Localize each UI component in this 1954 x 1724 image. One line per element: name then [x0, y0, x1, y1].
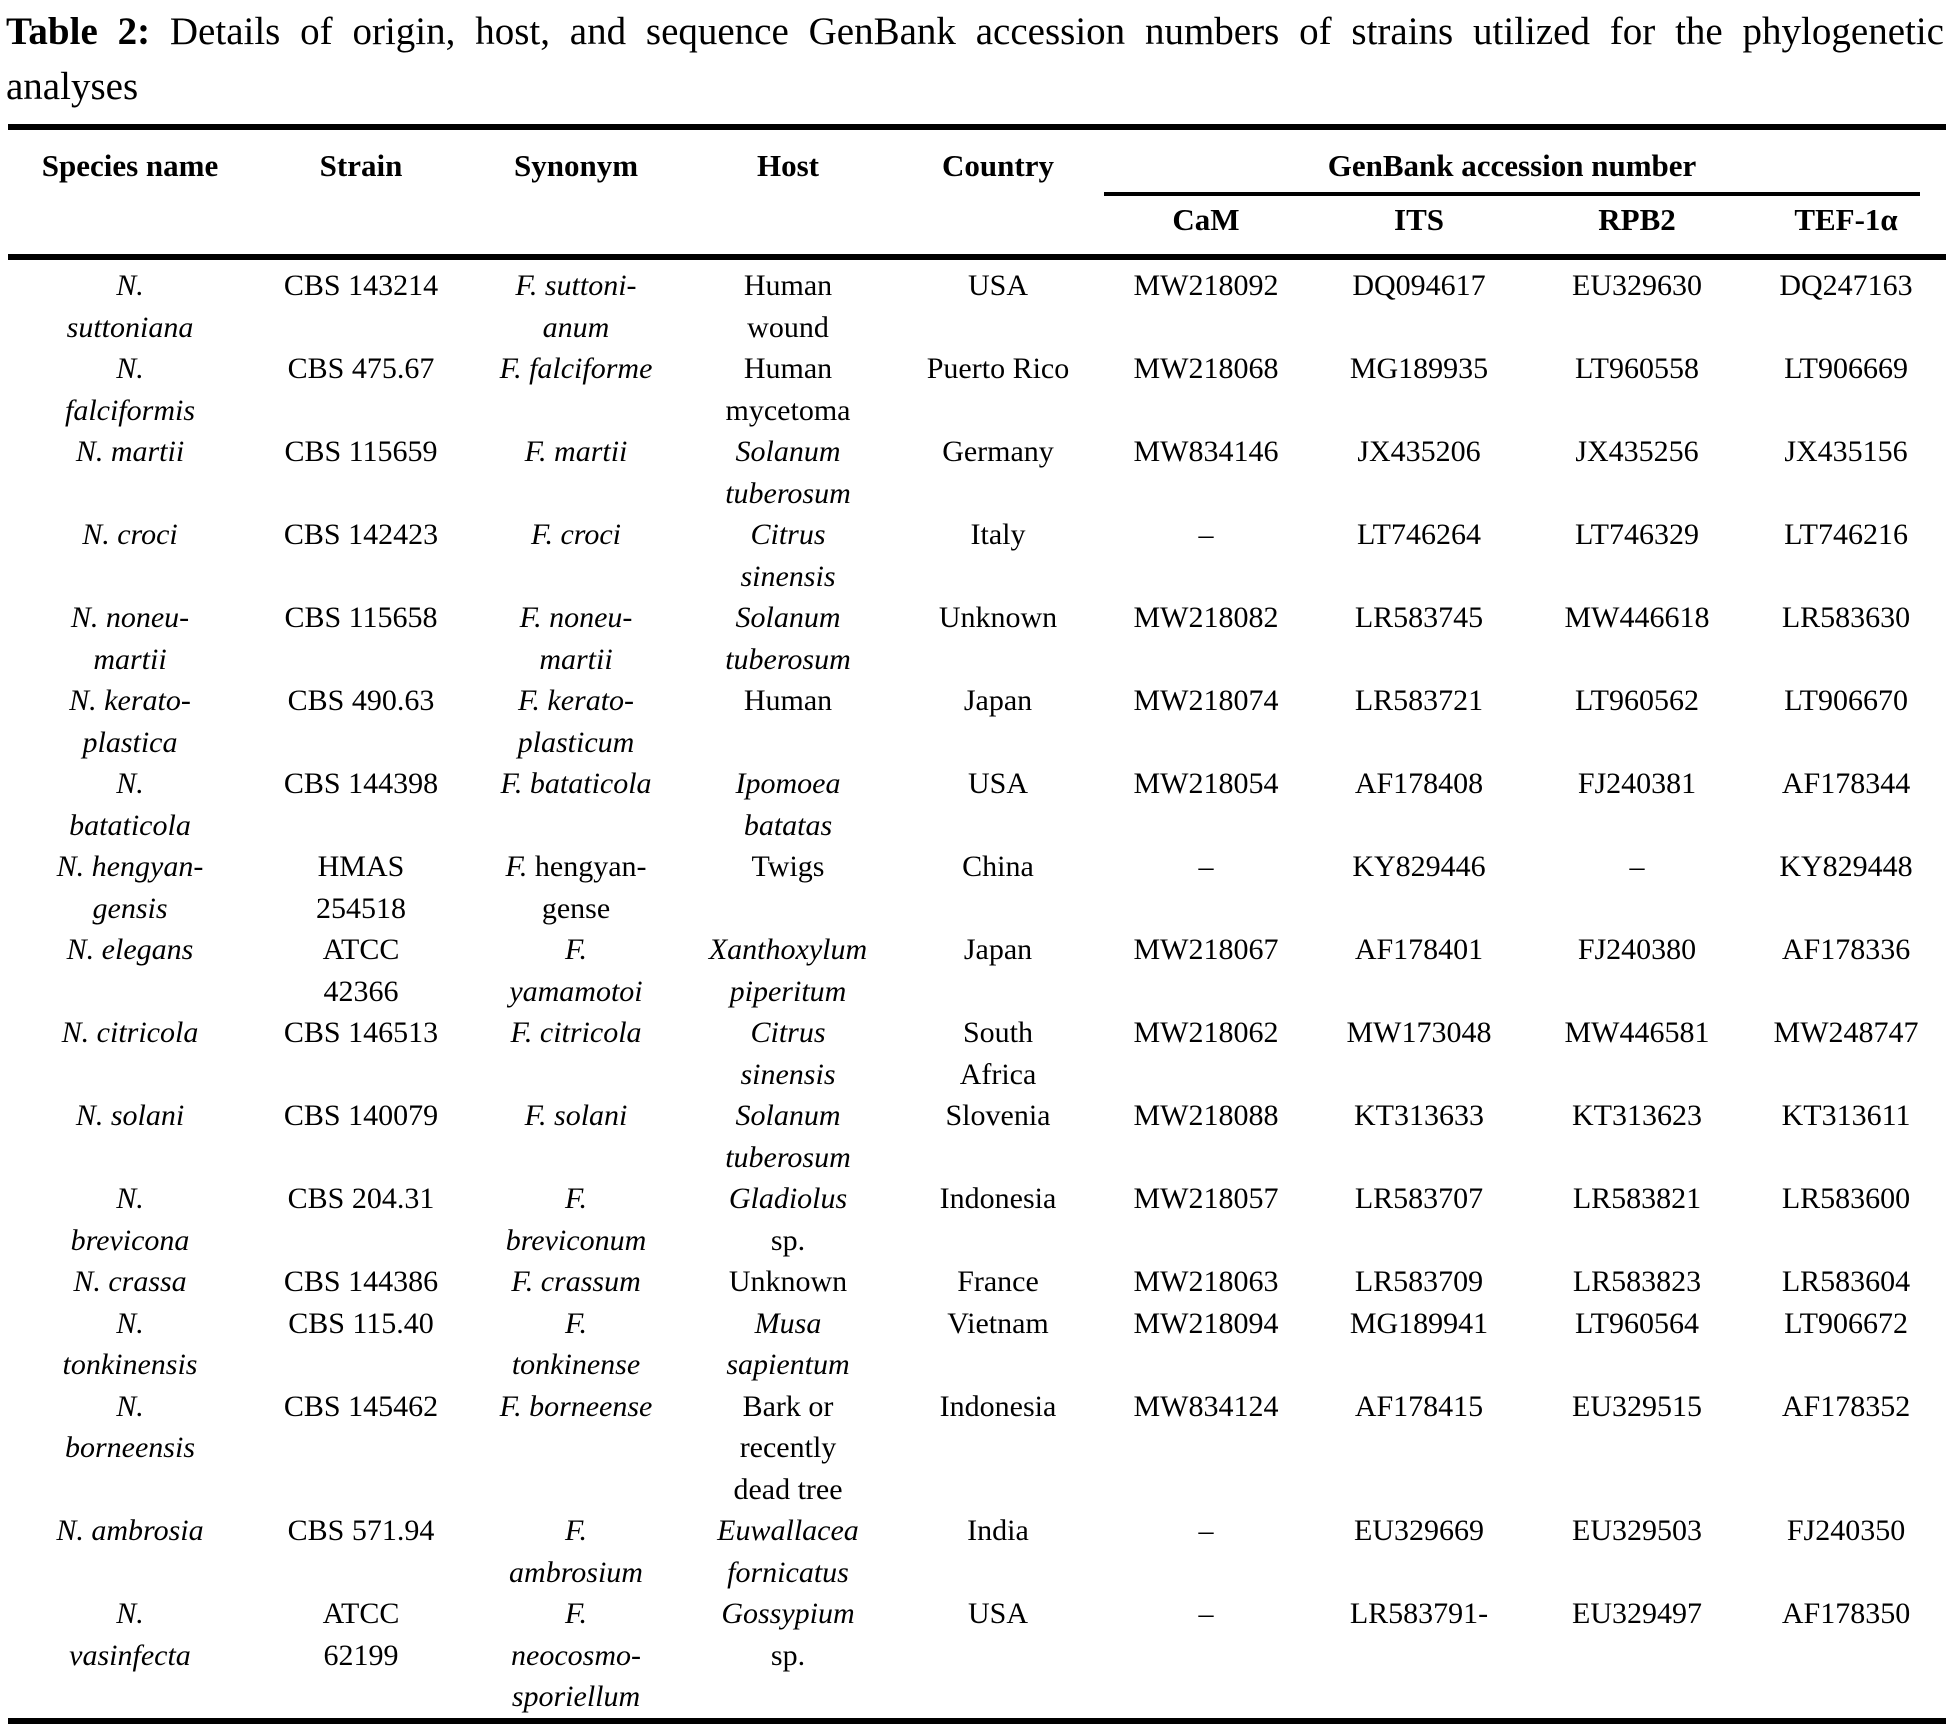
cell-rpb2: EU329503	[1572, 1514, 1702, 1547]
cell-its: KY829446	[1352, 850, 1486, 883]
cell-rpb2: LT746329	[1575, 518, 1699, 551]
cell-cam: MW218067	[1133, 933, 1279, 966]
cell-tef: LR583600	[1781, 1182, 1911, 1215]
cell-synonym: F. breviconum	[505, 1182, 647, 1257]
cell-tef: AF178336	[1781, 933, 1911, 966]
cell-host: Citrus sinensis	[740, 518, 836, 593]
cell-cam: –	[1198, 518, 1214, 551]
cell-cam: –	[1198, 1514, 1214, 1547]
cell-species: N. citricola	[61, 1016, 199, 1049]
table-row	[8, 763, 1946, 846]
cell-its: JX435206	[1357, 435, 1481, 468]
cell-host: Citrus sinensis	[740, 1016, 836, 1091]
cell-synonym: F. hengyan- gense	[505, 850, 647, 925]
table-row	[8, 1012, 1946, 1095]
cell-species: N. vasinfecta	[69, 1597, 191, 1672]
cell-strain: CBS 571.94	[287, 1514, 435, 1547]
cell-rpb2: LT960562	[1575, 684, 1699, 717]
cell-cam: MW834124	[1133, 1389, 1279, 1423]
cell-synonym: F. falciforme	[499, 352, 653, 385]
cell-strain: CBS 146513	[283, 1016, 439, 1049]
cell-species: N. noneu- martii	[70, 601, 190, 676]
cell-strain: CBS 142423	[283, 518, 439, 551]
cell-synonym: F. borneense	[499, 1389, 653, 1423]
cell-country: China	[962, 850, 1034, 883]
cell-synonym: F. crassum	[511, 1265, 641, 1298]
cell-its: DQ094617	[1352, 269, 1486, 302]
cell-its: MW173048	[1346, 1016, 1492, 1049]
cell-rpb2: EU329515	[1572, 1389, 1702, 1423]
col-header-rpb2: RPB2	[1528, 196, 1746, 257]
cell-its: LR583721	[1354, 684, 1484, 717]
cell-species: N. martii	[75, 435, 185, 468]
caption-line-1	[6, 4, 1944, 59]
cell-its: KT313633	[1354, 1099, 1484, 1132]
cell-strain: CBS 144398	[283, 767, 439, 800]
cell-cam: MW834146	[1133, 435, 1279, 468]
cell-strain: CBS 145462	[283, 1389, 439, 1423]
cell-rpb2: FJ240380	[1577, 933, 1697, 966]
cell-strain: CBS 475.67	[287, 352, 435, 385]
cell-cam: MW218074	[1133, 684, 1279, 717]
cell-cam: MW218062	[1133, 1016, 1279, 1049]
cell-species: N. hengyan- gensis	[56, 850, 204, 925]
cell-rpb2: FJ240381	[1577, 767, 1697, 800]
cell-synonym: F. ambrosium	[509, 1514, 643, 1589]
cell-species: N. tonkinensis	[62, 1306, 198, 1381]
cell-its: LR583707	[1354, 1182, 1484, 1215]
col-header-country: Country	[894, 127, 1102, 257]
table-row	[8, 348, 1946, 431]
cell-country: Puerto Rico	[926, 352, 1070, 385]
col-header-strain: Strain	[252, 127, 470, 257]
cell-tef: LT906672	[1784, 1306, 1908, 1340]
cell-strain: CBS 115.40	[288, 1306, 434, 1340]
cell-host: Musa sapientum	[726, 1306, 850, 1381]
cell-cam: MW218054	[1133, 767, 1279, 800]
col-header-tef1a: TEF-1α	[1746, 196, 1946, 257]
cell-rpb2: MW446581	[1564, 1016, 1710, 1049]
cell-cam: –	[1198, 1597, 1214, 1630]
cell-species: N. suttoniana	[66, 269, 194, 344]
cell-rpb2: JX435256	[1575, 435, 1699, 468]
cell-rpb2: KT313623	[1572, 1099, 1702, 1132]
cell-its: MG189935	[1349, 352, 1489, 385]
caption-text: Details of origin, host, and sequence GenBank accession numbers of strains utilized for the phylogenetic	[169, 10, 1944, 53]
cell-tef: JX435156	[1784, 435, 1908, 468]
cell-its: LR583745	[1354, 601, 1484, 634]
cell-host: Solanum tuberosum	[725, 601, 851, 676]
cell-country: USA	[967, 269, 1028, 302]
cell-host: Unknown	[728, 1265, 848, 1298]
cell-host: Twigs	[751, 850, 825, 883]
cell-tef: MW248747	[1773, 1016, 1919, 1049]
cell-rpb2: MW446618	[1564, 601, 1710, 634]
cell-its: LR583791-	[1349, 1597, 1489, 1630]
cell-host: Bark or recently dead tree	[733, 1389, 843, 1506]
cell-host: Solanum tuberosum	[725, 1099, 851, 1174]
cell-species: N. elegans	[66, 933, 194, 966]
cell-host: Human wound	[743, 269, 833, 344]
cell-country: Japan	[963, 684, 1033, 717]
cell-country: South Africa	[959, 1016, 1037, 1091]
cell-its: AF178415	[1354, 1389, 1484, 1423]
cell-species: N. ambrosia	[56, 1514, 204, 1547]
cell-synonym: F. bataticola	[500, 767, 652, 800]
cell-host: Xanthoxylum piperitum	[708, 933, 868, 1008]
cell-host: Euwallacea fornicatus	[717, 1514, 859, 1589]
genbank-header-label: GenBank accession number	[1104, 146, 1920, 196]
cell-rpb2: –	[1629, 850, 1645, 883]
cell-tef: DQ247163	[1779, 269, 1913, 302]
table-row	[8, 1303, 1946, 1386]
strains-table	[8, 124, 1946, 1724]
cell-synonym: F. croci	[531, 518, 621, 551]
cell-country: USA	[967, 1597, 1028, 1630]
cell-species: N. croci	[82, 518, 178, 551]
table-row	[8, 1095, 1946, 1178]
table-row	[8, 1261, 1946, 1303]
table-number-label: Table 2:	[6, 10, 151, 53]
cell-tef: FJ240350	[1786, 1514, 1906, 1547]
cell-tef: AF178350	[1781, 1597, 1911, 1630]
col-header-genbank	[1102, 127, 1946, 196]
cell-rpb2: EU329497	[1572, 1597, 1702, 1630]
table-body	[8, 257, 1946, 1721]
caption-line-2: analyses	[6, 65, 139, 108]
table-row	[8, 1510, 1946, 1593]
cell-species: N. kerato- plastica	[69, 684, 191, 759]
cell-species: N. solani	[75, 1099, 185, 1132]
cell-country: Germany	[942, 435, 1054, 468]
cell-synonym: F. yamamotoi	[509, 933, 643, 1008]
table-row	[8, 514, 1946, 597]
cell-synonym: F. suttoni- anum	[515, 269, 637, 344]
cell-host: Ipomoea batatas	[735, 767, 841, 842]
cell-cam: MW218092	[1133, 269, 1279, 302]
cell-rpb2: LT960564	[1575, 1306, 1699, 1340]
cell-its: EU329669	[1354, 1514, 1484, 1547]
cell-species: N. borneensis	[65, 1389, 195, 1464]
cell-strain: CBS 490.63	[287, 684, 435, 717]
cell-strain: CBS 143214	[283, 269, 439, 302]
cell-species: N. bataticola	[69, 767, 191, 842]
table-row	[8, 257, 1946, 348]
cell-rpb2: LR583821	[1572, 1182, 1702, 1215]
cell-cam: MW218094	[1133, 1306, 1279, 1340]
table-row	[8, 1593, 1946, 1721]
cell-synonym: F. tonkinense	[511, 1306, 641, 1381]
cell-country: Unknown	[938, 601, 1058, 634]
cell-country: India	[967, 1514, 1029, 1547]
cell-tef: AF178352	[1781, 1389, 1911, 1423]
cell-synonym: F. martii	[524, 435, 628, 468]
cell-its: LR583709	[1354, 1265, 1484, 1298]
cell-its: AF178408	[1354, 767, 1484, 800]
cell-cam: –	[1198, 850, 1214, 883]
cell-country: Indonesia	[939, 1182, 1057, 1215]
cell-host: Gladiolus sp.	[728, 1182, 848, 1257]
cell-country: Italy	[970, 518, 1026, 551]
cell-strain: CBS 115658	[284, 601, 438, 634]
cell-country: Indonesia	[939, 1389, 1057, 1423]
cell-its: MG189941	[1349, 1306, 1489, 1340]
cell-cam: MW218068	[1133, 352, 1279, 385]
col-header-species: Species name	[8, 127, 252, 257]
cell-rpb2: LR583823	[1572, 1265, 1702, 1298]
cell-synonym: F. neocosmo- sporiellum	[511, 1597, 641, 1713]
cell-synonym: F. kerato- plasticum	[517, 684, 635, 759]
cell-tef: LT746216	[1784, 518, 1908, 551]
cell-tef: KT313611	[1781, 1099, 1911, 1132]
cell-cam: MW218063	[1133, 1265, 1279, 1298]
table-header	[8, 127, 1946, 257]
col-header-host: Host	[682, 127, 894, 257]
cell-strain: CBS 140079	[283, 1099, 439, 1132]
col-header-cam: CaM	[1102, 196, 1310, 257]
cell-tef: KY829448	[1779, 850, 1913, 883]
header-row	[8, 127, 1946, 196]
cell-strain: ATCC 62199	[322, 1597, 400, 1672]
table-row	[8, 929, 1946, 1012]
cell-strain: CBS 144386	[283, 1265, 439, 1298]
table-row	[8, 597, 1946, 680]
table-row	[8, 846, 1946, 929]
cell-country: USA	[967, 767, 1028, 800]
cell-host: Human mycetoma	[725, 352, 851, 427]
cell-tef: LT906669	[1784, 352, 1908, 385]
cell-rpb2: LT960558	[1575, 352, 1699, 385]
cell-species: N. falciformis	[64, 352, 195, 427]
table-caption	[0, 0, 1954, 114]
cell-cam: MW218057	[1133, 1182, 1279, 1215]
cell-its: AF178401	[1354, 933, 1484, 966]
cell-host: Human	[743, 684, 833, 717]
cell-strain: CBS 115659	[284, 435, 438, 468]
table-row	[8, 431, 1946, 514]
cell-country: Vietnam	[947, 1306, 1049, 1340]
table-row	[8, 1178, 1946, 1261]
cell-cam: MW218088	[1133, 1099, 1279, 1132]
cell-tef: AF178344	[1781, 767, 1911, 800]
cell-species: N. brevicona	[70, 1182, 190, 1257]
cell-strain: HMAS 254518	[316, 850, 406, 925]
cell-strain: ATCC 42366	[322, 933, 400, 1008]
cell-cam: MW218082	[1133, 601, 1279, 634]
cell-synonym: F. noneu- martii	[519, 601, 633, 676]
table-row	[8, 680, 1946, 763]
cell-host: Gossypium sp.	[721, 1597, 855, 1672]
cell-strain: CBS 204.31	[287, 1182, 435, 1215]
cell-country: France	[957, 1265, 1039, 1298]
cell-its: LT746264	[1357, 518, 1481, 551]
cell-tef: LR583630	[1781, 601, 1911, 634]
cell-synonym: F. solani	[524, 1099, 628, 1132]
cell-host: Solanum tuberosum	[725, 435, 851, 510]
col-header-its: ITS	[1310, 196, 1528, 257]
table-row	[8, 1386, 1946, 1511]
col-header-synonym: Synonym	[470, 127, 682, 257]
cell-country: Japan	[963, 933, 1033, 966]
cell-rpb2: EU329630	[1572, 269, 1702, 302]
cell-tef: LR583604	[1781, 1265, 1911, 1298]
cell-country: Slovenia	[945, 1099, 1051, 1132]
cell-species: N. crassa	[73, 1265, 187, 1298]
cell-synonym: F. citricola	[510, 1016, 642, 1049]
cell-tef: LT906670	[1784, 684, 1908, 717]
